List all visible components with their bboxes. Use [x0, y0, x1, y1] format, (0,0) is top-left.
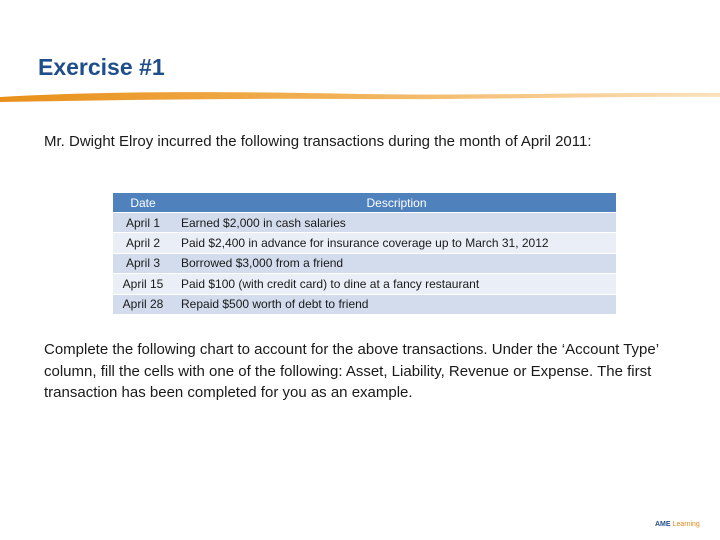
row-description: Borrowed $3,000 from a friend: [173, 253, 616, 273]
row-description: Paid $2,400 in advance for insurance coverage up to March 31, 2012: [173, 233, 616, 253]
table-row: [113, 253, 616, 273]
row-date: April 1: [113, 213, 173, 233]
logo-tagline: Learning: [672, 521, 700, 528]
table-header-row: [113, 193, 616, 213]
logo-brand: AME: [655, 521, 671, 528]
slide-title: Exercise #1: [38, 54, 165, 80]
row-date: April 3: [113, 253, 173, 273]
intro-text: Mr. Dwight Elroy incurred the following transactions during the month of April 2011:: [44, 133, 592, 150]
table-row: [113, 213, 616, 233]
table-row: [113, 233, 616, 253]
ame-learning-logo: [655, 521, 700, 528]
table-row: [113, 274, 616, 294]
transactions-table: [113, 193, 616, 314]
header-date: Date: [113, 193, 173, 213]
table-row: [113, 294, 616, 314]
row-description: Earned $2,000 in cash salaries: [173, 213, 616, 233]
instructions-text: Complete the following chart to account for the above transactions. Under the ‘Account Type’ column, fill the cells with one of the following: Asset, Liability, Revenue or Expense. The first transaction has been completed for you as an example.: [44, 341, 659, 401]
title-underline-swoosh: [0, 88, 720, 102]
row-date: April 28: [113, 294, 173, 314]
row-date: April 15: [113, 274, 173, 294]
row-description: Paid $100 (with credit card) to dine at a fancy restaurant: [173, 274, 616, 294]
row-date: April 2: [113, 233, 173, 253]
header-description: Description: [173, 193, 616, 213]
row-description: Repaid $500 worth of debt to friend: [173, 294, 616, 314]
